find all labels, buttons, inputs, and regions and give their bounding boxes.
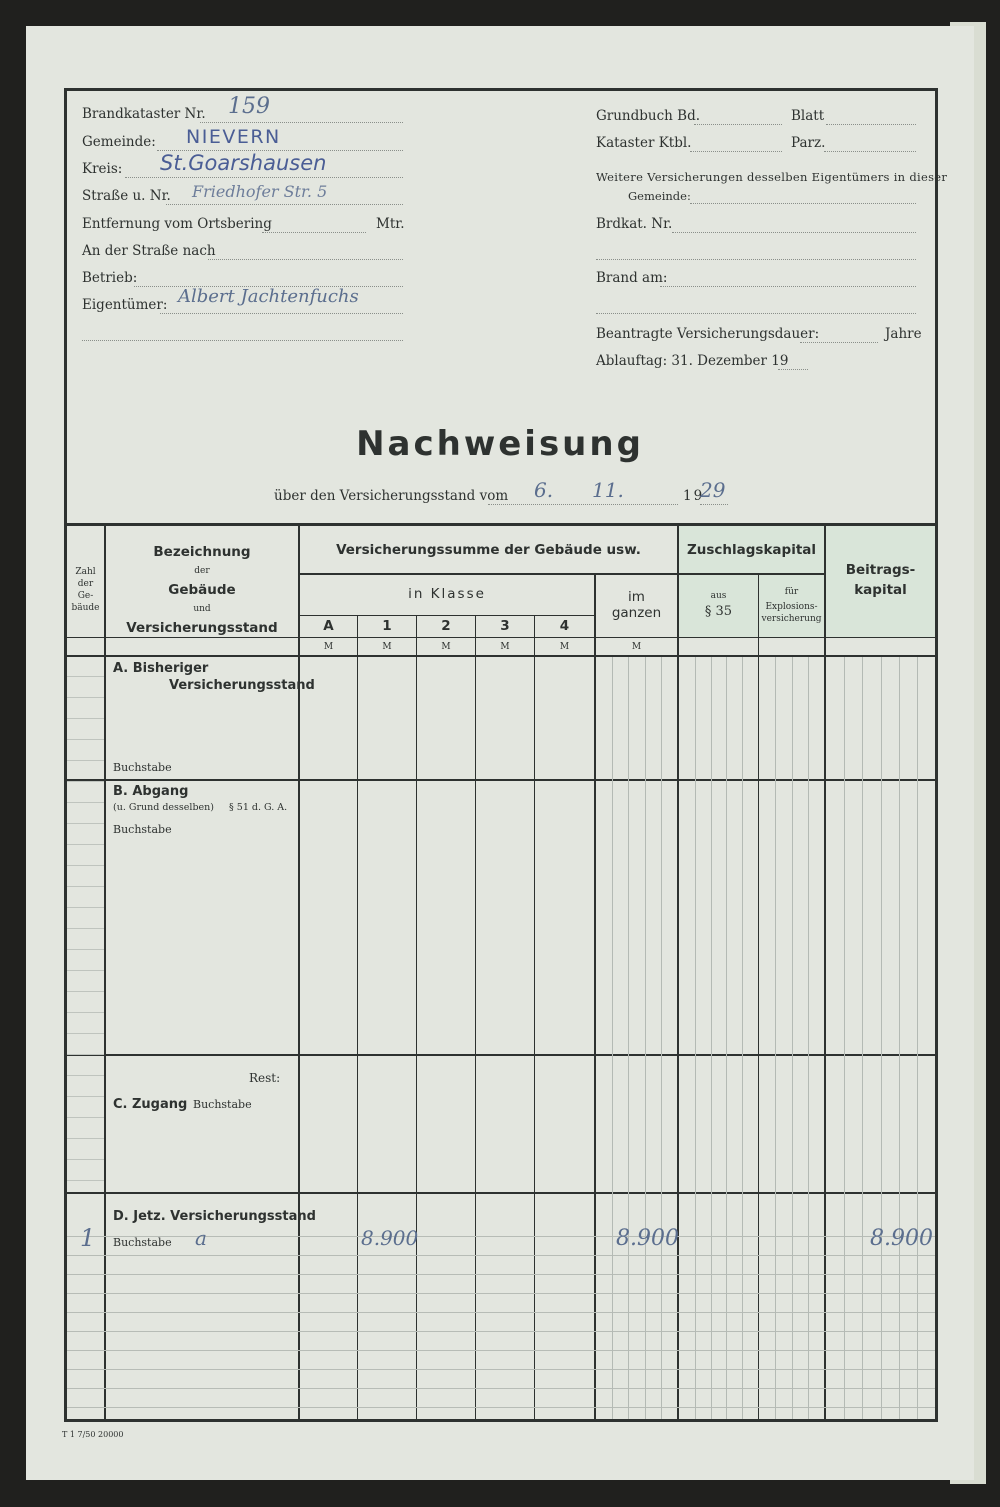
entfernung-label: Entfernung vom Ortsbering [82,216,272,232]
ablauf-label: Ablauftag: 31. Dezember 19 [596,353,789,369]
print-code: T 1 7/50 20000 [62,1430,124,1439]
ledger-line [67,1033,104,1034]
rule [300,615,595,616]
col-beitrag-1: Beitrags- [845,562,916,578]
row-d-imganzen-value: 8.900 [616,1226,679,1251]
ledger-line [711,657,712,1419]
ledger-line [67,1350,935,1351]
strasse-label: Straße u. Nr. [82,188,171,204]
ledger-line [645,657,646,1419]
ledger-line [67,1312,935,1313]
dotted-line [700,504,728,505]
dauer-unit: Jahre [885,326,922,342]
frame-left [64,88,67,1422]
dotted-line [660,286,916,287]
col-explosion-2: versicherung [761,614,822,624]
dotted-line [690,203,916,204]
ledger-line [67,865,104,866]
row-b-paragraph: § 51 d. G. A. [229,802,288,813]
gemeinde-label: Gemeinde: [82,134,156,150]
row-b-buchstabe: Buchstabe [113,823,172,836]
ledger-line [67,1388,935,1389]
ledger-line [844,657,845,1419]
ledger-line [661,657,662,1419]
ledger-line [695,657,696,1419]
ledger-line [67,1180,104,1181]
col-versicherungssumme: Versicherungssumme der Gebäude usw. [336,542,641,558]
ledger-line [67,1096,104,1097]
ledger-line [67,1331,935,1332]
dotted-line [125,177,403,178]
ledger-line [67,928,104,929]
col-bez-line3: Gebäude [168,582,236,598]
row-b-grund: (u. Grund desselben) [113,802,214,813]
row-rule-b [67,1054,935,1056]
col-par35: § 35 [704,604,733,619]
klasse-2: 2 [441,618,451,634]
col-bez-line1: Bezeichnung [153,544,251,560]
row-a-title: A. Bisheriger [113,661,209,676]
kreis-stamp: St.Goarshausen [160,151,327,175]
ledger-line [67,886,104,887]
strasse-value: Friedhofer Str. 5 [192,182,328,201]
parz-label: Parz. [791,135,826,151]
ledger-line [67,1369,935,1370]
kataster-label: Kataster Ktbl. [596,135,692,151]
frame-right [935,88,938,1422]
col-beitrag-2: kapital [854,582,907,598]
frame-bottom [64,1419,938,1422]
unit-m: M [323,642,334,652]
unit-m: M [631,642,642,652]
ledger-line [67,823,104,824]
ledger-line [628,657,629,1419]
ledger-line [67,739,104,740]
col-line [416,616,417,1419]
ledger-line [67,781,104,782]
col-line [534,616,535,1419]
dotted-line [596,313,916,314]
ledger-line [881,657,882,1419]
header-bottom-rule [67,655,935,657]
dotted-line [200,122,403,123]
col-line [475,616,476,1419]
unit-m: M [559,642,570,652]
col-fuer: für [784,587,799,597]
col-bez-line2: der [194,566,210,576]
ledger-line [67,1012,104,1013]
ledger-line [67,907,104,908]
row-rule-c [67,1192,935,1194]
year-suffix: 29 [700,478,726,502]
ledger-line [67,1293,935,1294]
ledger-line [67,1138,104,1139]
dotted-line [672,232,916,233]
col-zahl-line4: bäude [71,603,100,613]
ledger-line [67,949,104,950]
ledger-line [67,1159,104,1160]
date-month: 11. [592,478,624,502]
klasse-4: 4 [559,618,570,634]
ledger-line [862,657,863,1419]
rule [67,637,935,638]
frame-top [64,88,938,91]
col-zahl-line2: der [77,579,94,589]
dotted-line [778,369,808,370]
ledger-line [67,1054,104,1055]
dotted-line [694,124,782,125]
ledger-line [67,760,104,761]
date-day: 6. [534,478,554,502]
eigentuemer-label: Eigentümer: [82,297,168,313]
strasse-nach-label: An der Straße nach [82,243,216,259]
col-line [298,526,300,1419]
unit-m: M [500,642,510,652]
ledger-line [67,718,104,719]
klasse-1: 1 [382,618,392,634]
ledger-line [808,657,809,1419]
brdkat-label: Brdkat. Nr. [596,216,673,232]
row-c-rest: Rest: [249,1071,281,1085]
dotted-line [800,342,878,343]
ledger-line [742,657,743,1419]
rule [679,573,825,575]
col-im: im [628,589,645,605]
dotted-line [690,151,782,152]
dotted-line [82,340,403,341]
col-line [104,526,106,1419]
kreis-label: Kreis: [82,161,123,177]
row-d-buchstabe-value: a [195,1226,207,1250]
col-line [357,616,358,1419]
klasse-3: 3 [500,618,510,634]
grundbuch-label: Grundbuch Bd. [596,108,701,124]
unit-m: M [382,642,392,652]
title-subtitle: über den Versicherungsstand vom [274,488,509,504]
dauer-label: Beantragte Versicherungsdauer: [596,326,820,342]
ledger-line [67,1117,104,1118]
year-prefix: 19 [683,488,705,504]
col-ganzen: ganzen [611,605,662,621]
ledger-line [726,657,727,1419]
document-title: Nachweisung [356,424,644,464]
brandkataster-label: Brandkataster Nr. [82,106,206,122]
row-b-title: B. Abgang [113,784,189,799]
row-rule-a [67,779,935,781]
col-zuschlag: Zuschlagskapital [686,542,817,558]
eigentuemer-value: Albert Jachtenfuchs [178,286,359,307]
col-zahl-line1: Zahl [75,567,96,577]
betrieb-label: Betrieb: [82,270,138,286]
rule [300,573,679,575]
row-d-title: D. Jetz. Versicherungsstand [113,1209,316,1224]
gemeinde-stamp: NIEVERN [186,126,281,148]
col-explosion-1: Explosions- [765,602,818,612]
ledger-line [67,697,104,698]
ledger-line [67,970,104,971]
dotted-line [166,204,403,205]
row-d-klasse1-value: 8.900 [361,1226,419,1250]
row-d-beitrag-value: 8.900 [870,1226,933,1251]
dotted-line [208,259,403,260]
ledger-line [67,844,104,845]
ledger-line [67,1407,935,1408]
ledger-line [67,991,104,992]
row-c-title: C. Zugang [113,1097,188,1112]
dotted-line [596,259,916,260]
col-klasse: in Klasse [408,586,486,602]
dotted-line [488,504,678,505]
col-bez-line4: und [193,604,211,614]
ledger-line [67,676,104,677]
klasse-a: A [323,618,334,634]
ledger-line [792,657,793,1419]
ledger-line [67,1255,935,1256]
col-aus: aus [710,591,727,601]
row-d-zahl-value: 1 [80,1224,96,1252]
dotted-line [160,313,403,314]
row-c-buchstabe: Buchstabe [193,1098,252,1111]
col-bez-line5: Versicherungsstand [126,620,278,636]
brandkataster-value: 159 [228,94,270,119]
dotted-line [826,124,916,125]
unit-m: M [441,642,451,652]
dotted-line [262,232,366,233]
dotted-line [824,151,916,152]
row-a-subtitle: Versicherungsstand [169,678,315,693]
ledger-line [612,657,613,1419]
brand-label: Brand am: [596,270,668,286]
col-line [824,526,826,1419]
row-a-buchstabe: Buchstabe [113,761,172,774]
weitere-line1: Weitere Versicherungen desselben Eigentümers in dieser [596,170,948,184]
col-line [677,526,679,1419]
ledger-line [917,657,918,1419]
blatt-label: Blatt [791,108,825,124]
ledger-line [899,657,900,1419]
col-zahl-line3: Ge- [77,591,94,601]
weitere-line2: Gemeinde: [628,189,691,203]
ledger-line [67,802,104,803]
ledger-line [67,1274,935,1275]
row-d-buchstabe: Buchstabe [113,1236,172,1249]
entfernung-unit: Mtr. [376,216,405,232]
ledger-line [775,657,776,1419]
ledger-line [67,1075,104,1076]
